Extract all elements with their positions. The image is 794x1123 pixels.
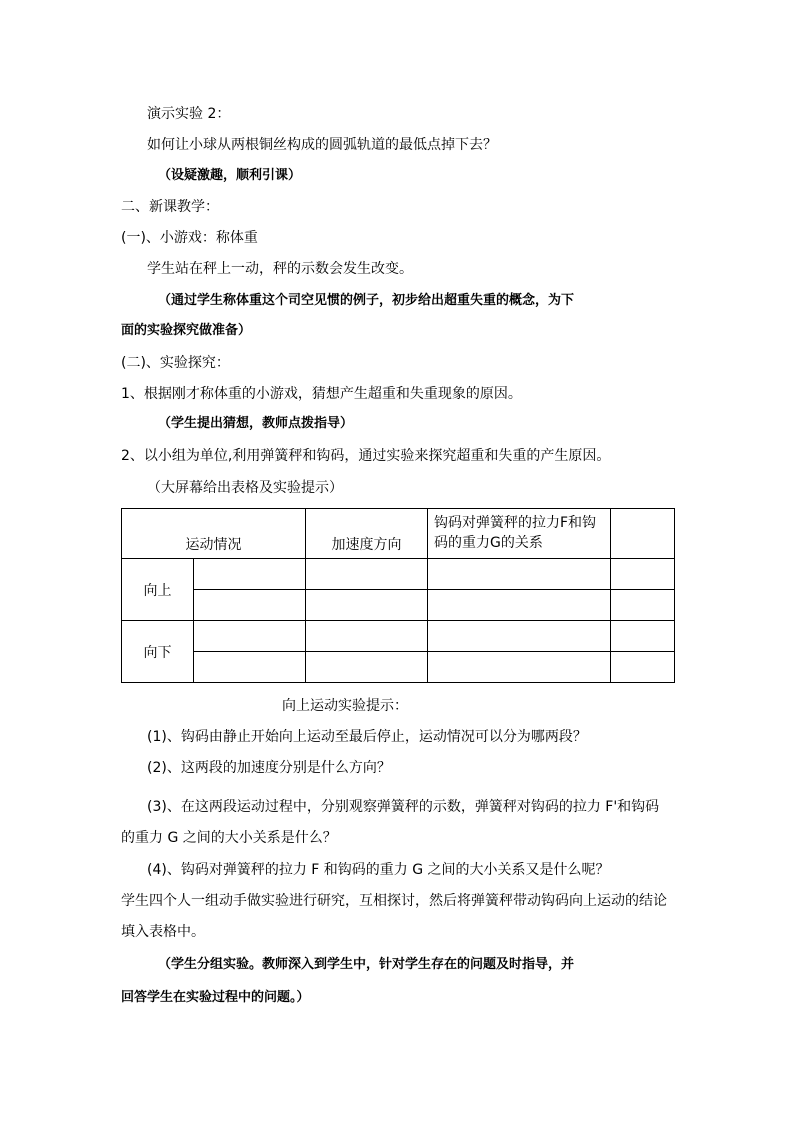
demo2-title: 演示实验 2： bbox=[147, 106, 231, 122]
hint-title: 向上运动实验提示： bbox=[282, 698, 408, 714]
part1-note-line1: （通过学生称体重这个司空见惯的例子，初步给出超重失重的概念，为下 bbox=[158, 293, 575, 308]
part1-text: 学生站在秤上一动，秤的示数会发生改变。 bbox=[147, 261, 413, 277]
table-cell bbox=[611, 559, 675, 590]
table-cell bbox=[194, 621, 306, 652]
item2: 2、以小组为单位,利用弹簧秤和钩码，通过实验来探究超重和失重的产生原因。 bbox=[121, 448, 611, 464]
item1-note: （学生提出猜想，教师点拨指导） bbox=[158, 416, 354, 431]
row-label-down: 向下 bbox=[122, 621, 194, 683]
item1: 1、根据刚才称体重的小游戏，猜想产生超重和失重现象的原因。 bbox=[121, 386, 522, 402]
final-note-line1: （学生分组实验。教师深入到学生中，针对学生存在的问题及时指导，并 bbox=[158, 957, 575, 972]
table-header-row bbox=[122, 509, 675, 559]
hint-4: (4)、钩码对弹簧秤的拉力 F 和钩码的重力 G 之间的大小关系又是什么呢？ bbox=[147, 862, 610, 878]
header-acceleration: 加速度方向 bbox=[306, 509, 428, 559]
experiment-table bbox=[121, 508, 675, 683]
hint-3-line2: 的重力 G 之间的大小关系是什么？ bbox=[121, 830, 337, 846]
row-label-up: 向上 bbox=[122, 559, 194, 621]
table-row bbox=[122, 590, 675, 621]
header-motion: 运动情况 bbox=[122, 509, 306, 559]
conclusion-line2: 填入表格中。 bbox=[121, 924, 205, 940]
demo2-note: （设疑激趣，顺利引课） bbox=[158, 168, 302, 183]
final-note-line2: 回答学生在实验过程中的问题。） bbox=[121, 990, 310, 1005]
table-cell bbox=[611, 621, 675, 652]
hint-1: (1)、钩码由静止开始向上运动至最后停止，运动情况可以分为哪两段？ bbox=[147, 729, 587, 745]
table-cell bbox=[611, 590, 675, 621]
table-cell bbox=[306, 621, 428, 652]
hint-2: (2)、这两段的加速度分别是什么方向？ bbox=[147, 760, 391, 776]
conclusion-line1: 学生四个人一组动手做实验进行研究，互相探讨，然后将弹簧秤带动钩码向上运动的结论 bbox=[121, 893, 667, 909]
table-cell bbox=[194, 559, 306, 590]
table-cell bbox=[194, 590, 306, 621]
table-cell bbox=[306, 652, 428, 683]
header-relation: 钩码对弹簧秤的拉力F和钩码的重力G的关系 bbox=[428, 509, 611, 559]
table-cell bbox=[428, 590, 611, 621]
table-cell bbox=[428, 621, 611, 652]
table-cell bbox=[306, 590, 428, 621]
hint-3-line1: (3)、在这两段运动过程中，分别观察弹簧秤的示数，弹簧秤对钩码的拉力 F'和钩码 bbox=[147, 799, 660, 815]
table-cell bbox=[428, 559, 611, 590]
section2-title: 二、新课教学： bbox=[121, 199, 219, 215]
part2-title: (二)、实验探究： bbox=[121, 355, 230, 371]
table-cell bbox=[194, 652, 306, 683]
demo2-question: 如何让小球从两根铜丝构成的圆弧轨道的最低点掉下去？ bbox=[147, 137, 497, 153]
table-cell bbox=[611, 652, 675, 683]
part1-note-line2: 面的实验探究做准备） bbox=[121, 323, 252, 338]
screen-note: （大屏幕给出表格及实验提示） bbox=[147, 480, 343, 496]
table-cell bbox=[306, 559, 428, 590]
table-row bbox=[122, 652, 675, 683]
table-row bbox=[122, 621, 675, 652]
header-empty bbox=[611, 509, 675, 559]
table-row bbox=[122, 559, 675, 590]
part1-title: (一)、小游戏：称体重 bbox=[121, 230, 258, 246]
table-cell bbox=[428, 652, 611, 683]
